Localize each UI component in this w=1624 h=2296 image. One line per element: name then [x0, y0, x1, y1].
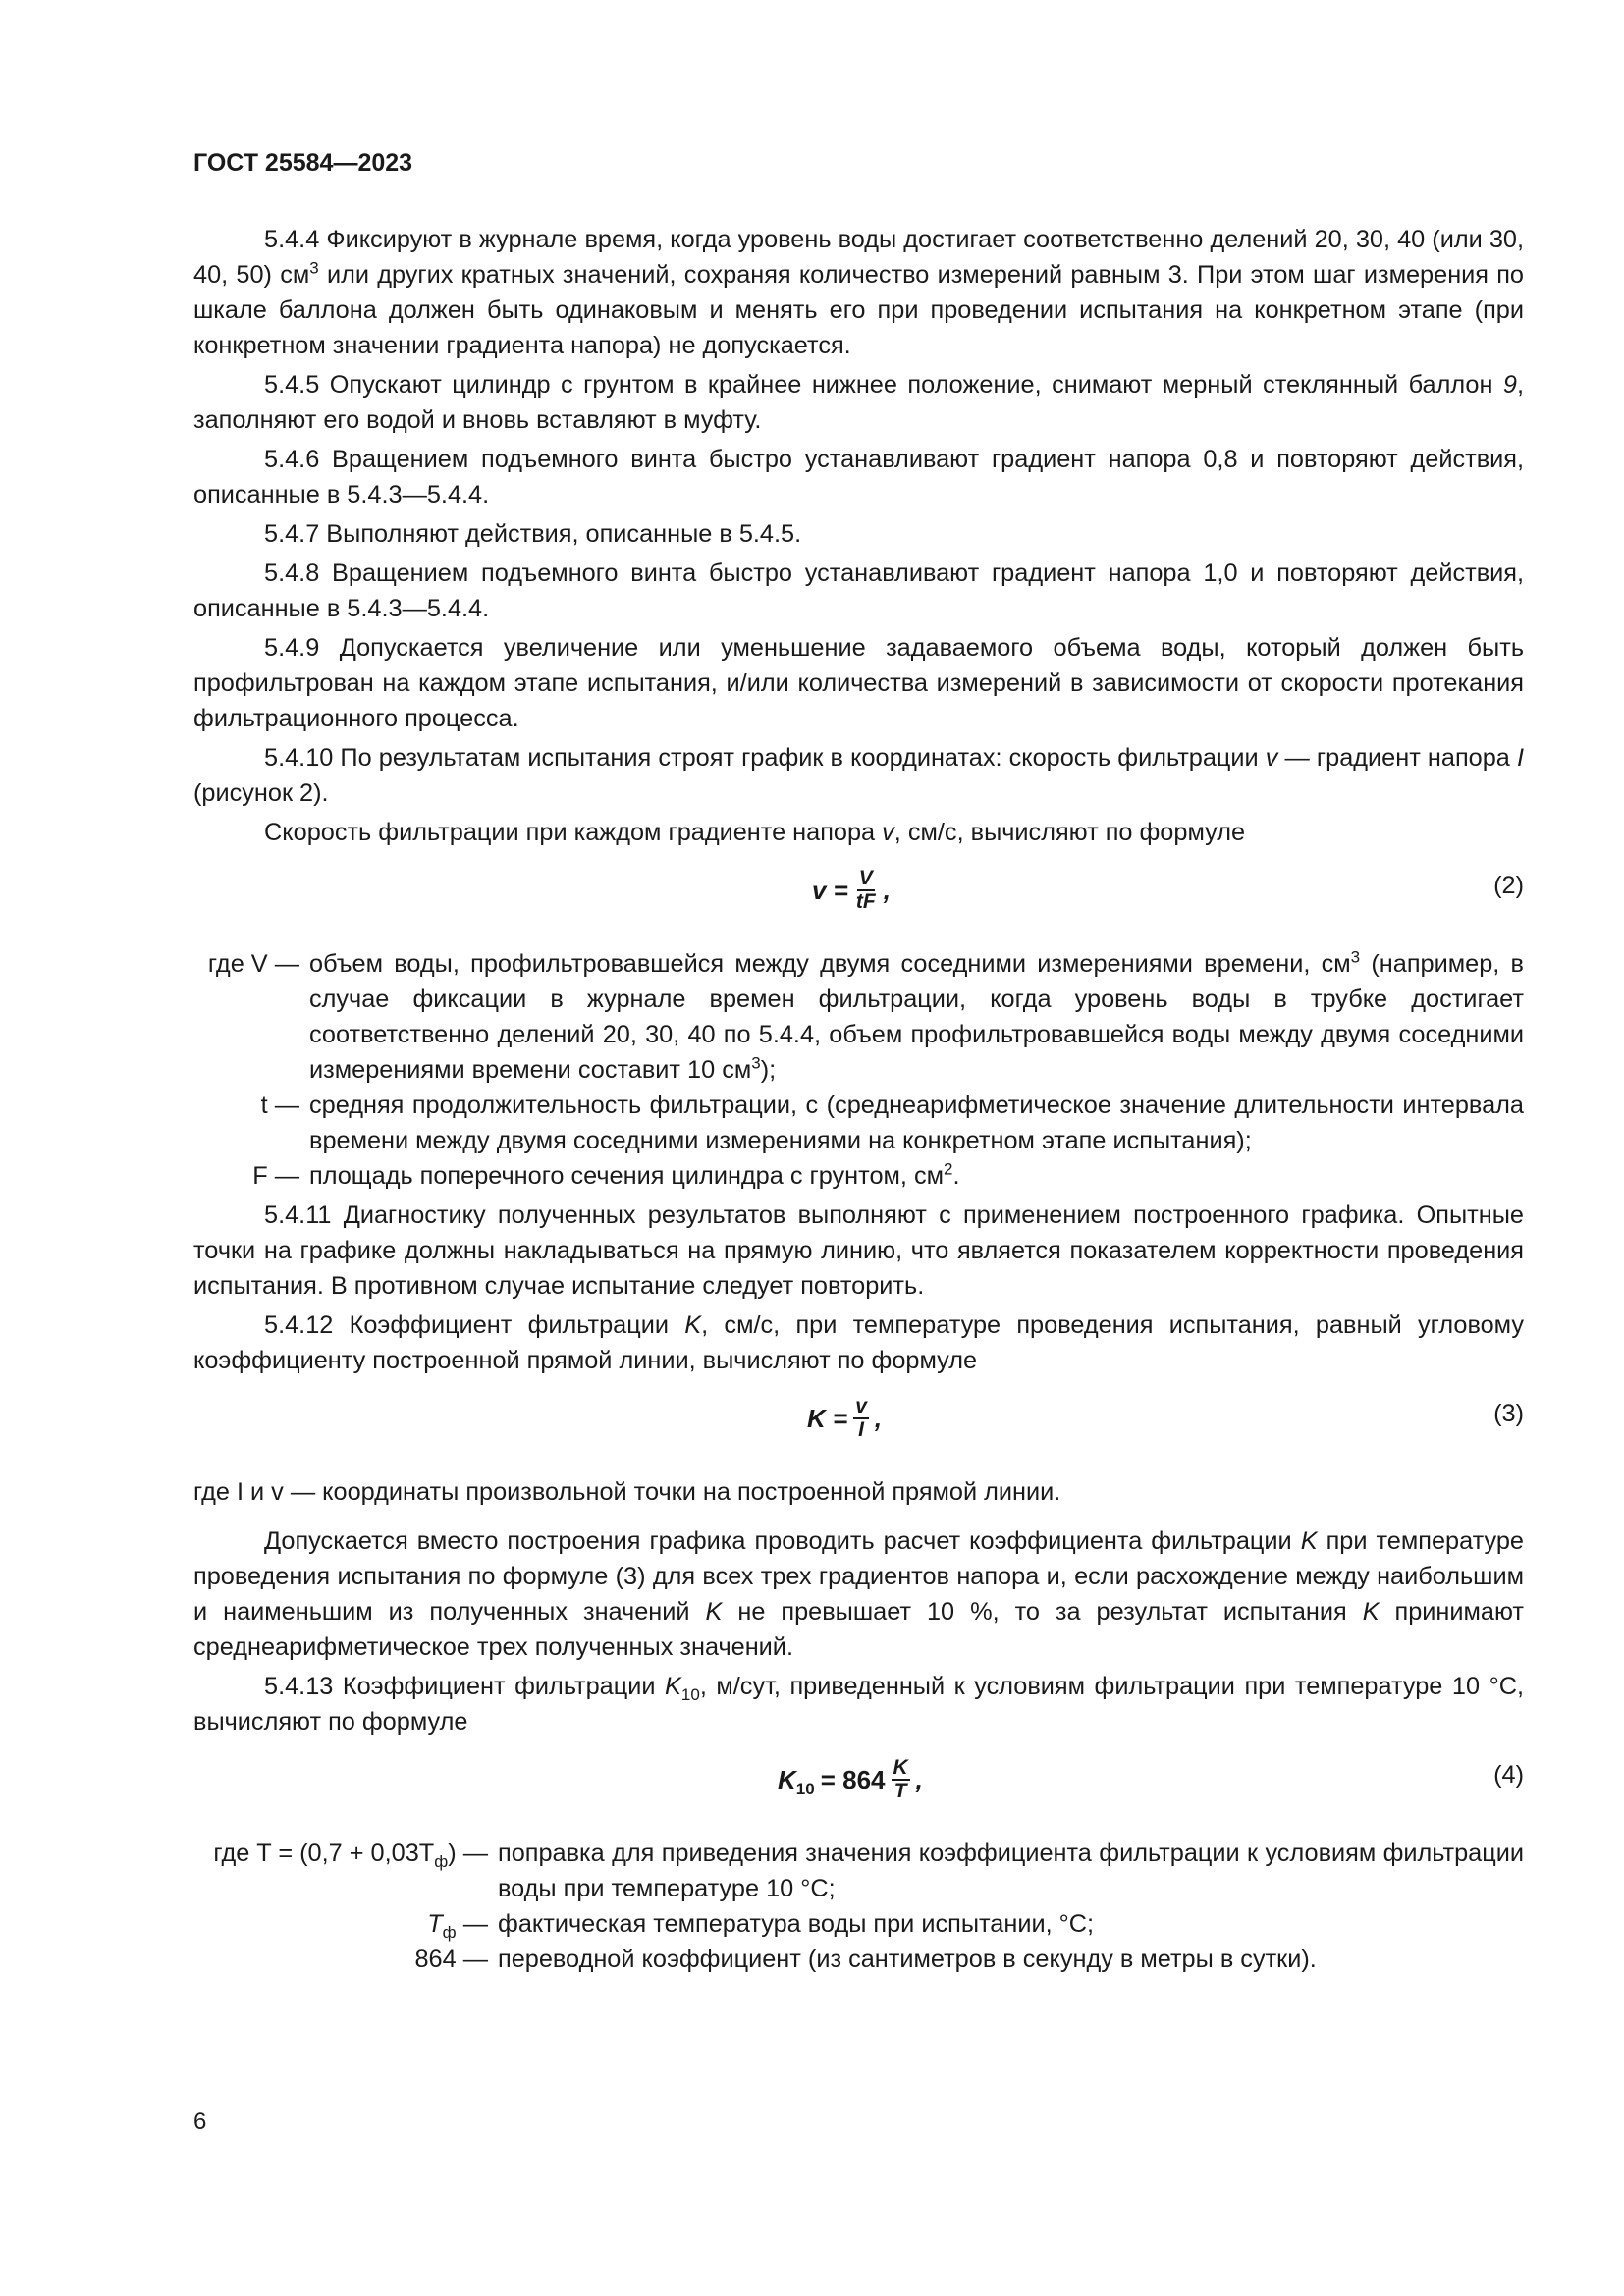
equation-2-formula: v = $\frac{V}{tF}$ ,	[812, 867, 891, 913]
where-value: средняя продолжительность фильтрации, с (среднеарифметическое значение длительности интервала времени между двумя соседними измерениями на конкретном этапе испытания);	[309, 1092, 1524, 1154]
equation-4-formula: $K_{10}$ = 864 $\frac{K}{T}$ ,	[778, 1756, 923, 1802]
equation-3-formula: K = $\frac{v}{I}$ ,	[807, 1395, 883, 1441]
where-value: фактическая температура воды при испытании, °C;	[498, 1910, 1095, 1938]
fraction: $\frac{V}{tF}$	[855, 867, 876, 913]
where-list-eq2	[193, 946, 1524, 1194]
equation-3	[193, 1392, 1524, 1453]
fraction: $\frac{K}{T}$	[893, 1756, 908, 1802]
paragraph-5-4-5: 5.4.5 Опускают цилиндр с грунтом в крайнее нижнее положение, снимают мерный стеклянный баллон 9, заполняют его водой и вновь вставляют в муфту.	[193, 371, 1524, 434]
page-number: 6	[193, 2109, 207, 2135]
where-list-eq4	[193, 1836, 1524, 1977]
page-body	[193, 222, 1524, 1977]
paragraph-5-4-12: 5.4.12 Коэффициент фильтрации K, см/с, при температуре проведения испытания, равный угловому коэффициенту построенной прямой линии, вычисляют по формуле	[193, 1311, 1525, 1374]
where-key: F —	[252, 1162, 299, 1190]
equation-4	[193, 1753, 1524, 1814]
fraction: $\frac{v}{I}$	[855, 1395, 867, 1441]
paragraph-speed: Скорость фильтрации при каждом градиенте напора v, см/с, вычисляют по формуле	[264, 819, 1246, 846]
equation-number: (3)	[1493, 1400, 1524, 1427]
where-value: поправка для приведения значения коэффициента фильтрации к условиям фильтрации воды при температуре 10 °C;	[498, 1840, 1524, 1902]
equation-number: (2)	[1493, 872, 1524, 899]
where-key: где $T = (0,7 + 0,03T_ф)$ —	[213, 1840, 488, 1872]
where-key: $T_ф$ —	[427, 1910, 488, 1943]
where-value: переводной коэффициент (из сантиметров в секунду в метры в сутки).	[498, 1946, 1317, 1973]
paragraph-5-4-13: 5.4.13 Коэффициент фильтрации $K_{10}$, м/сут, приведенный к условиям фильтрации при температуре 10 °C, вычисляют по формуле	[193, 1673, 1524, 1735]
where-key: t —	[260, 1092, 299, 1119]
equation-2	[193, 864, 1524, 925]
paragraph-5-4-10: 5.4.10 По результатам испытания строят график в координатах: скорость фильтрации v — градиент напора I (рисунок 2).	[193, 744, 1524, 807]
paragraph-allow: Допускается вместо построения графика проводить расчет коэффициента фильтрации K при температуре проведения испытания по формуле (3) для всех трех градиентов напора и, если расхождение между наибольшим и наименьшим из полученных значений K не превышает 10 %, то за результат испытания K принимают среднеарифметическое трех полученных значений.	[193, 1527, 1524, 1661]
where-key: 864 —	[414, 1946, 488, 1973]
document-header: ГОСТ 25584—2023	[193, 149, 413, 177]
paragraph-5-4-4: 5.4.4 Фиксируют в журнале время, когда уровень воды достигает соответственно делений 20, 30, 40 (или 30, 40, 50) $см^3$ или других кратных значений, сохраняя количество измерений равным 3. При этом шаг измерения по шкале баллона должен быть одинаковым и менять его при проведении испытания на конкретном этапе (при конкретном значении градиента напора) не допускается.	[193, 226, 1524, 359]
where-list-eq3: где I и v — координаты произвольной точки на построенной прямой линии.	[193, 1478, 1061, 1506]
where-key: где V —	[207, 950, 299, 978]
where-value: объем воды, профильтровавшейся между двумя соседними измерениями времени, $см^3$ (например, в случае фиксации в журнале времен фильтрации, когда уровень воды в трубке достигает соответственно делений 20, 30, 40 по 5.4.4, объем профильтровавшейся воды между двумя соседними измерениями времени составит 10 $см^3$);	[309, 947, 1524, 1084]
where-value: площадь поперечного сечения цилиндра с грунтом, $см^2$.	[309, 1159, 960, 1190]
paragraph-5-4-8: 5.4.8 Вращением подъемного винта быстро устанавливают градиент напора 1,0 и повторяют действия, описанные в 5.4.3—5.4.4.	[193, 560, 1524, 622]
paragraph-5-4-7: 5.4.7 Выполняют действия, описанные в 5.4.5.	[264, 520, 802, 548]
paragraph-5-4-11: 5.4.11 Диагностику полученных результатов выполняют с применением построенного графика. Опытные точки на графике должны накладываться на прямую линию, что является показателем корректности проведения испытания. В противном случае испытание следует повторить.	[193, 1201, 1524, 1300]
paragraph-5-4-6: 5.4.6 Вращением подъемного винта быстро устанавливают градиент напора 0,8 и повторяют действия, описанные в 5.4.3—5.4.4.	[193, 446, 1524, 508]
equation-number: (4)	[1493, 1761, 1524, 1789]
paragraph-5-4-9: 5.4.9 Допускается увеличение или уменьшение задаваемого объема воды, который должен быть профильтрован на каждом этапе испытания, и/или количества измерений в зависимости от скорости протекания фильтрационного процесса.	[193, 634, 1524, 732]
